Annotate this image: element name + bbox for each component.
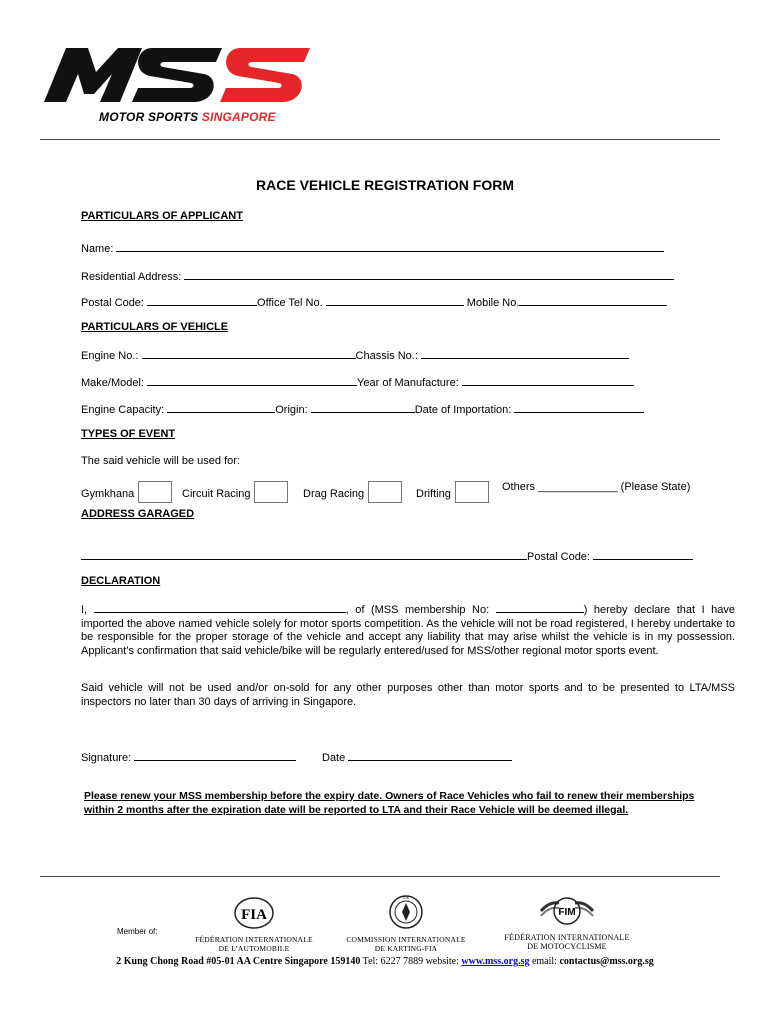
importation-date-field[interactable] [514,401,644,413]
section-heading-garaged: ADDRESS GARAGED [81,508,195,520]
section-heading-declaration: DECLARATION [81,575,161,587]
section-heading-applicant: PARTICULARS OF APPLICANT [81,210,243,222]
cik-logo [340,894,472,953]
logo-subtitle-singapore: SINGAPORE [201,110,276,124]
garaged-address-field[interactable] [81,548,527,560]
engine-capacity-label: Engine Capacity: [81,404,165,416]
event-option-gymkhana: Gymkhana [81,488,135,500]
membership-no-field[interactable] [496,602,584,613]
postal-code-field[interactable] [147,294,257,306]
residential-address-label: Residential Address: [81,271,182,283]
declaration-paragraph-1 [81,602,735,658]
postal-code-label: Postal Code: [81,297,144,309]
fim-name-line-1: FÉDÉRATION INTERNATIONALE [504,933,630,942]
declaration-membership: , of (MSS membership No: [345,604,490,616]
declaration-paragraph-2: Said vehicle will not be used and/or on-sold for any other purposes other than motor sports and to be presented to LTA/MSS inspectors no later than 30 days of arriving in Singapore. [81,682,735,708]
cik-name-line-1: COMMISSION INTERNATIONALE [346,935,466,944]
logo-subtitle-motor-sports: MOTOR SPORTS [99,110,199,124]
others-field[interactable]: _____________ [538,481,618,493]
drifting-checkbox[interactable] [455,481,489,503]
fia-emblem-icon [233,896,275,930]
mobile-field[interactable] [519,294,667,306]
footer-tel: Tel: 6227 7889 [362,956,424,967]
member-of-label: Member of: [117,927,158,936]
fim-acronym: FIM [558,907,576,918]
event-option-drifting: Drifting [416,488,451,500]
engine-no-field[interactable] [142,347,356,359]
declarant-name-field[interactable] [94,602,346,613]
section-heading-event: TYPES OF EVENT [81,428,176,440]
fia-logo [190,896,318,953]
fia-name-line-2: DE L’AUTOMOBILE [218,944,290,953]
engine-capacity-field[interactable] [167,401,275,413]
year-field[interactable] [462,374,634,386]
section-heading-vehicle: PARTICULARS OF VEHICLE [81,321,229,333]
fia-acronym: FIA [241,907,267,923]
event-intro: The said vehicle will be used for: [81,455,240,467]
form-title: RACE VEHICLE REGISTRATION FORM [256,177,514,193]
garaged-postal-label: Postal Code: [527,551,590,563]
others-note: (Please State) [620,481,691,493]
cik-name-line-2: DE KARTING-FIA [374,944,438,953]
office-tel-label: Office Tel No. [257,297,323,309]
mobile-label: Mobile No. [466,297,520,309]
importation-date-label: Date of Importation: [414,404,512,416]
office-tel-field[interactable] [326,294,464,306]
circuit-racing-checkbox[interactable] [254,481,288,503]
make-model-label: Make/Model: [81,377,144,389]
year-label: Year of Manufacture: [357,377,459,389]
gymkhana-checkbox[interactable] [138,481,172,503]
make-model-field[interactable] [147,374,357,386]
declaration-i: I, [81,604,88,616]
garaged-postal-field[interactable] [593,548,693,560]
cik-acronym: CIK [402,895,410,900]
chassis-no-field[interactable] [421,347,629,359]
event-option-drag-racing: Drag Racing [303,488,365,500]
footer-email[interactable]: contactus@mss.org.sg [559,956,654,967]
name-label: Name: [81,243,114,255]
footer-contact [0,956,770,967]
drag-racing-checkbox[interactable] [368,481,402,503]
origin-field[interactable] [311,401,415,413]
event-option-circuit-racing: Circuit Racing [182,488,251,500]
date-field[interactable] [348,749,512,761]
engine-no-label: Engine No.: [81,350,139,362]
fim-logo [494,894,640,951]
footer-email-label: email: [531,956,557,967]
renewal-notice: Please renew your MSS membership before the expiry date. Owners of Race Vehicles who fail to renew their memberships within 2 months after the expiration date will be reported to LTA and their Race Vehicle will be deemed illegal. [84,790,695,816]
declaration-body: ) hereby declare that I have imported the above named vehicle solely for motor sports competition. As the vehicle will not be road registered, I hereby undertake to be responsible for the proper storage of the vehicle and accept any liability that may arise whilst the vehicle is in my possession. Applicant’s confirmation that said vehicle/bike will be regularly entered/used for MSS/other regional motor sports event. [81,604,736,657]
mss-logo-mark [44,44,314,106]
footer-divider [40,876,720,877]
date-label: Date [322,752,346,764]
website-link[interactable]: www.mss.org.sg [461,956,530,967]
signature-label: Signature: [81,752,132,764]
event-option-others: Others [502,481,536,493]
name-field[interactable] [116,240,664,252]
header-divider [40,139,720,140]
cik-emblem-icon [388,894,424,930]
fim-emblem-icon [537,894,597,928]
mss-logo [44,44,314,128]
signature-field[interactable] [134,749,296,761]
chassis-no-label: Chassis No.: [355,350,418,362]
footer-address: 2 Kung Chong Road #05-01 AA Centre Singapore 159140 [116,956,361,967]
footer-website-label: website: [425,956,459,967]
residential-address-field[interactable] [184,268,674,280]
origin-label: Origin: [275,404,308,416]
fim-name-line-2: DE MOTOCYCLISME [527,942,607,951]
fia-name-line-1: FÉDÉRATION INTERNATIONALE [195,935,313,944]
